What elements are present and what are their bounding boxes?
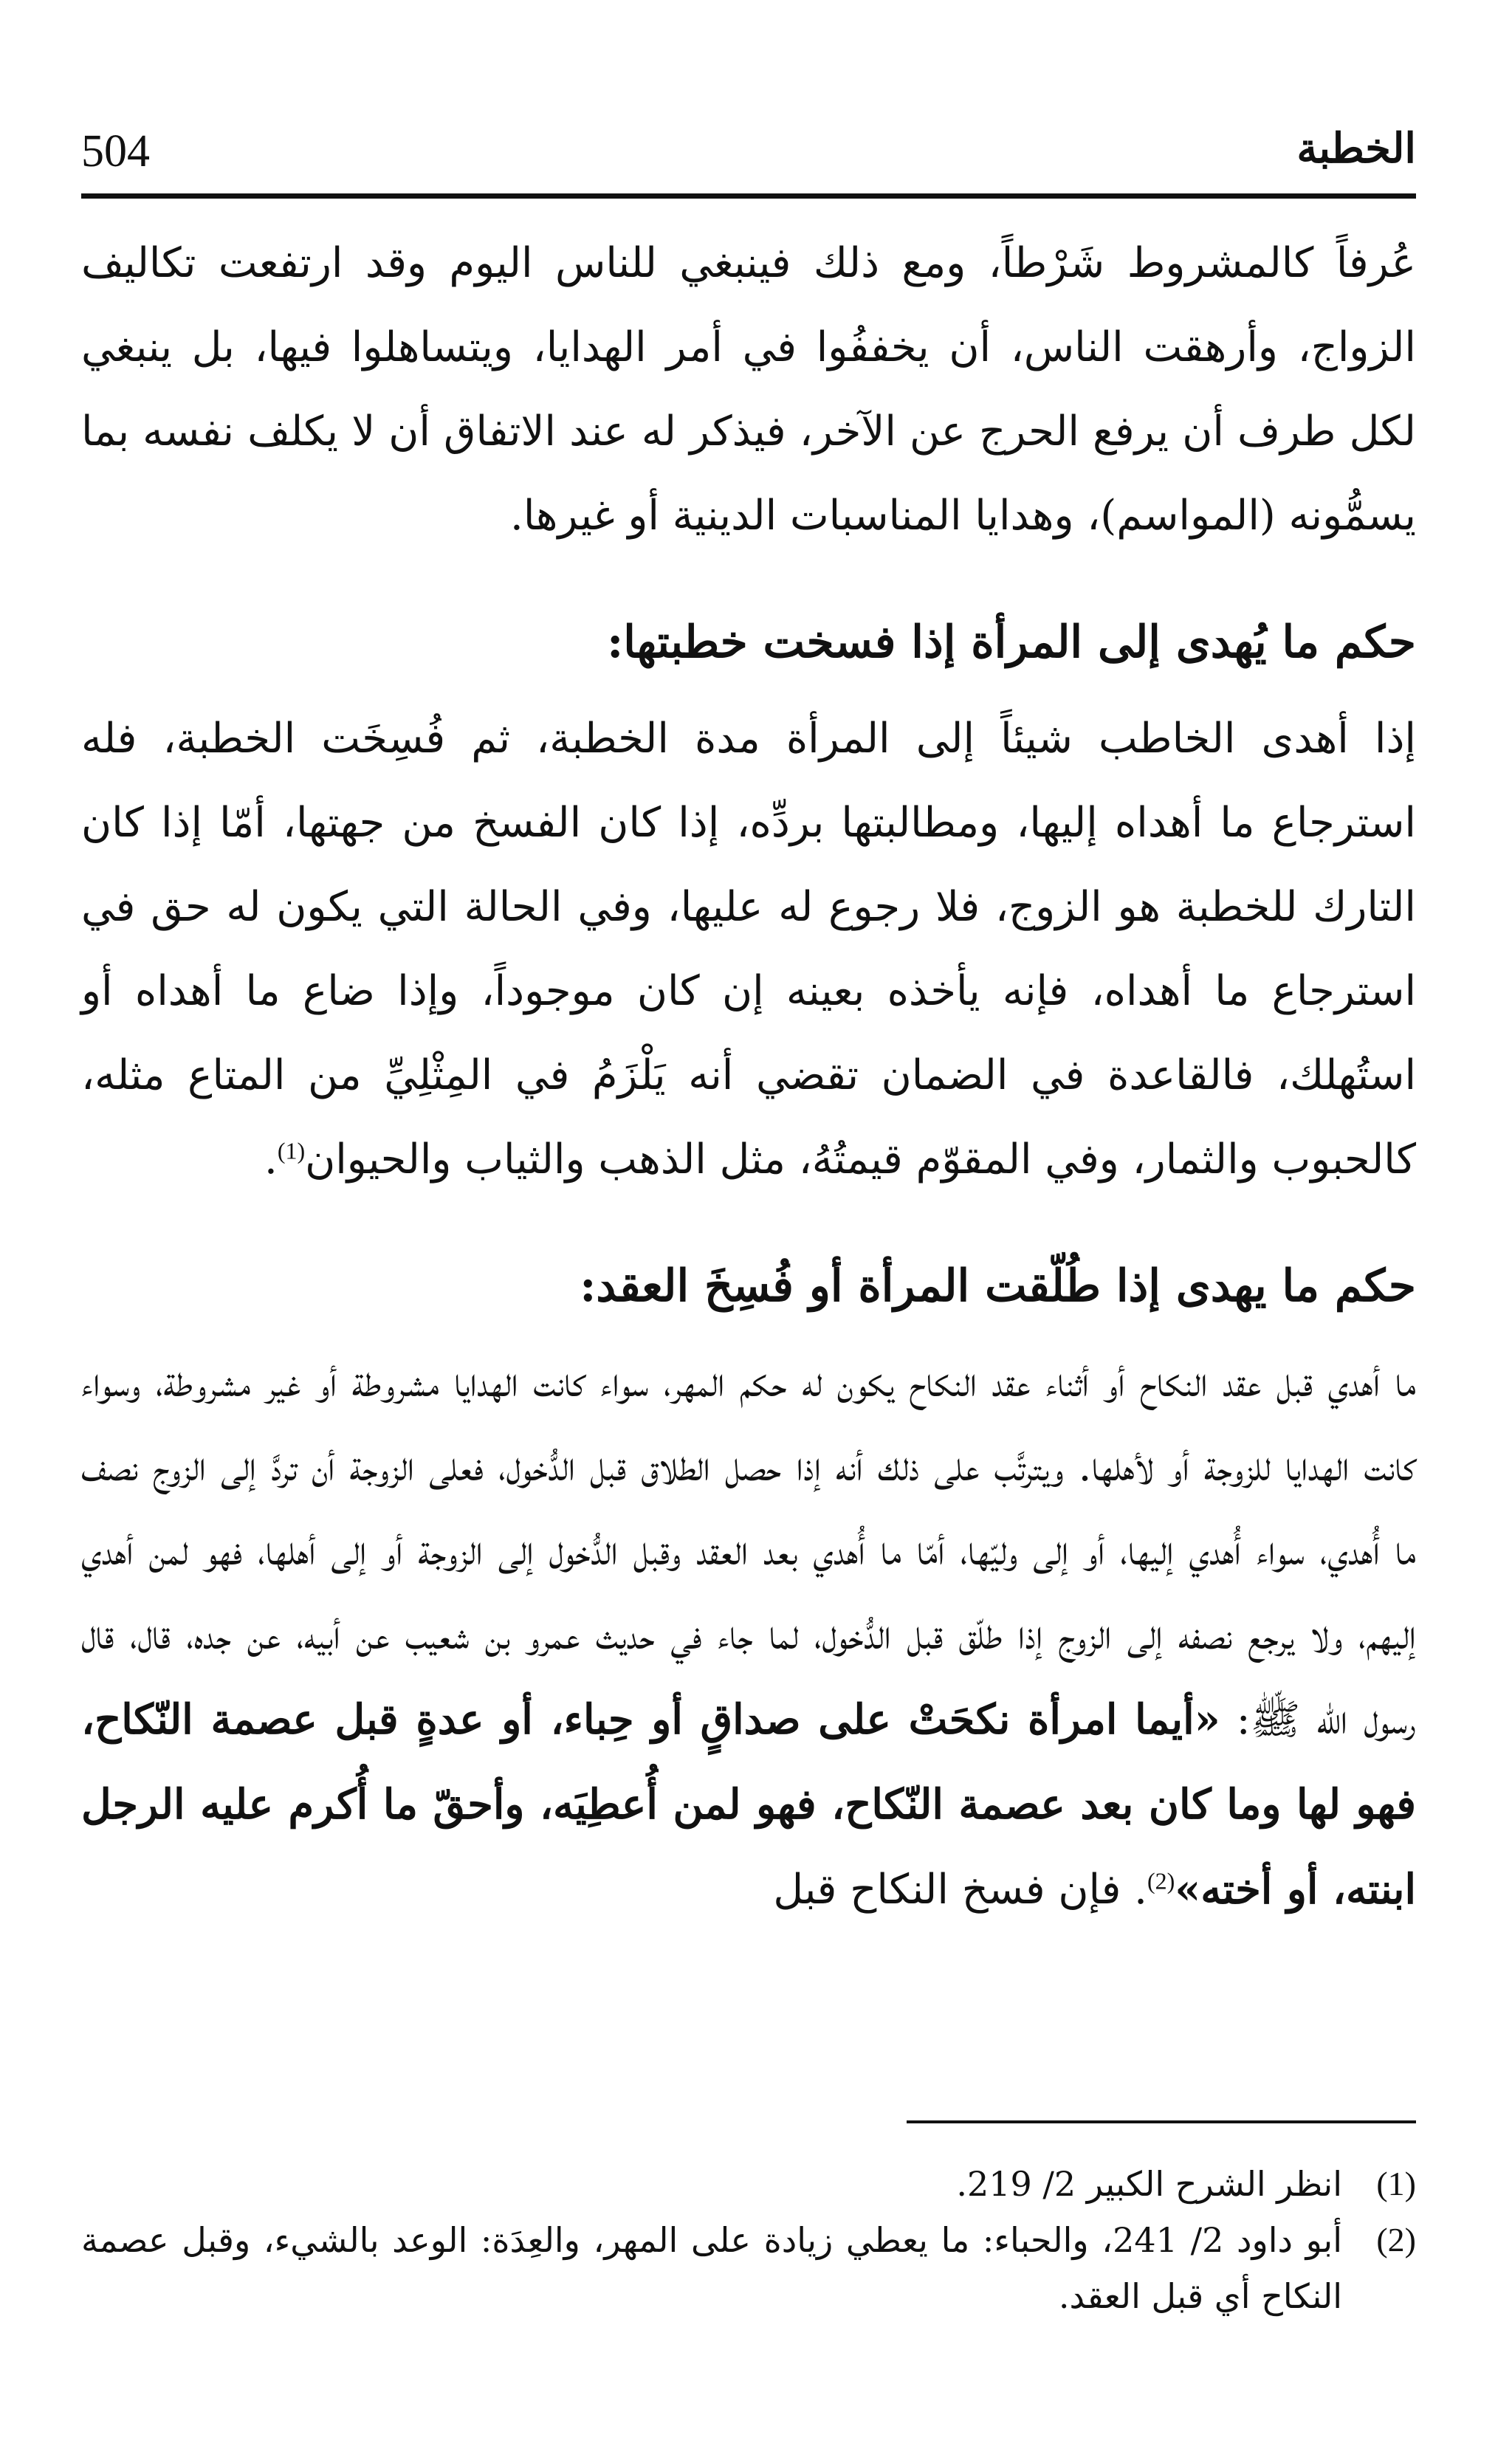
running-title: الخطبة [1296, 124, 1416, 173]
page-number: 504 [81, 126, 150, 176]
page-header [81, 111, 1416, 192]
footnote-ref-1[interactable]: (1) [277, 1137, 306, 1164]
footnote-text: انظر الشرح الكبير 2/ 219. [956, 2164, 1342, 2204]
header-rule [81, 193, 1416, 199]
footnote-text: أبو داود 2/ 241، والحباء: ما يعطي زيادة على المهر، والعِدَة: الوعد بالشيء، وقبل عصمة النكاح أي قبل العقد. [81, 2220, 1343, 2316]
footnote-1 [81, 2156, 1416, 2212]
footnote-number: (1) [1376, 2165, 1416, 2202]
paragraph-2-text: إذا أهدى الخاطب شيئاً إلى المرأة مدة الخطبة، ثم فُسِخَت الخطبة، فله استرجاع ما أهداه إليها، ومطالبتها بردِّه، إذا كان الفسخ من جهتها، أمّا إذا كان التارك للخطبة هو الزوج، فلا رجوع له عليها، وفي الحالة التي يكون له حق في استرجاع ما أهداه، فإنه يأخذه بعينه إن كان موجوداً، وإذا ضاع ما أهداه أو استُهلك، فالقاعدة في الضمان تقضي أنه يَلْزَمُ في المِثْلِيِّ من المتاع مثله، كالحبوب والثمار، وفي المقوّم قيمتُهُ، مثل الذهب والثياب والحيوان [81, 715, 1417, 1184]
footnote-separator [907, 2120, 1416, 2123]
footnote-2 [81, 2212, 1416, 2324]
paragraph-1: عُرفاً كالمشروط شَرْطاً، ومع ذلك فينبغي للناس اليوم وقد ارتفعت تكاليف الزواج، وأرهقت الناس، أن يخففُوا في أمر الهدايا، ويتساهلوا فيها، بل ينبغي لكل طرف أن يرفع الحرج عن الآخر، فيذكر له عند الاتفاق أن لا يكلف نفسه بما يسمُّونه (المواسم)، وهدايا المناسبات الدينية أو غيرها. [81, 239, 1416, 540]
paragraph-2-end: . [264, 1136, 278, 1184]
paragraph-3-continuation: . فإن فسخ النكاح قبل [773, 1866, 1147, 1914]
footnotes [81, 2156, 1416, 2324]
paragraph-3 [81, 1341, 1416, 1932]
paragraph-3-text: ما أهدي قبل عقد النكاح أو أثناء عقد النكاح يكون له حكم المهر، سواء كانت الهدايا مشروطة أو غير مشروطة، وسواء كانت الهدايا للزوجة أو لأهلها. ويترتَّب على ذلك أنه إذا حصل الطلاق قبل الدُّخول، فعلى الزوجة أن تردَّ إلى الزوج نصف ما أُهدي، سواء أُهدي إليها، أو إلى وليّها، أمّا ما أُهدي بعد العقد وقبل الدُّخول إلى الزوجة أو إلى أهلها، فهو لمن أهدي إليهم، ولا يرجع نصفه إلى الزوج إذا طلّق قبل الدُّخول، لما جاء في حديث عمرو بن شعيب عن أبيه، عن جده، قال، قال رسول الله ﷺ: [81, 1358, 1417, 1744]
footnote-number: (2) [1376, 2221, 1416, 2258]
section-heading-2: حكم ما يهدى إذا طُلّقت المرأة أو فُسِخَ العقد: [580, 1260, 1416, 1312]
footnote-ref-2[interactable]: (2) [1147, 1867, 1175, 1895]
page-body [81, 221, 1416, 1932]
paragraph-2 [81, 697, 1416, 1202]
hadith-quote: «أيما امرأة نكحَتْ على صداقٍ أو حِباء، أو عدةٍ قبل عصمة النّكاح، فهو لها وما كان بعد عصمة النّكاح، فهو لمن أُعطِيَه، وأحقّ ما أُكرم عليه الرجل ابنته، أو أخته» [81, 1695, 1416, 1914]
section-heading-1: حكم ما يُهدى إلى المرأة إذا فسخت خطبتها: [607, 616, 1416, 668]
